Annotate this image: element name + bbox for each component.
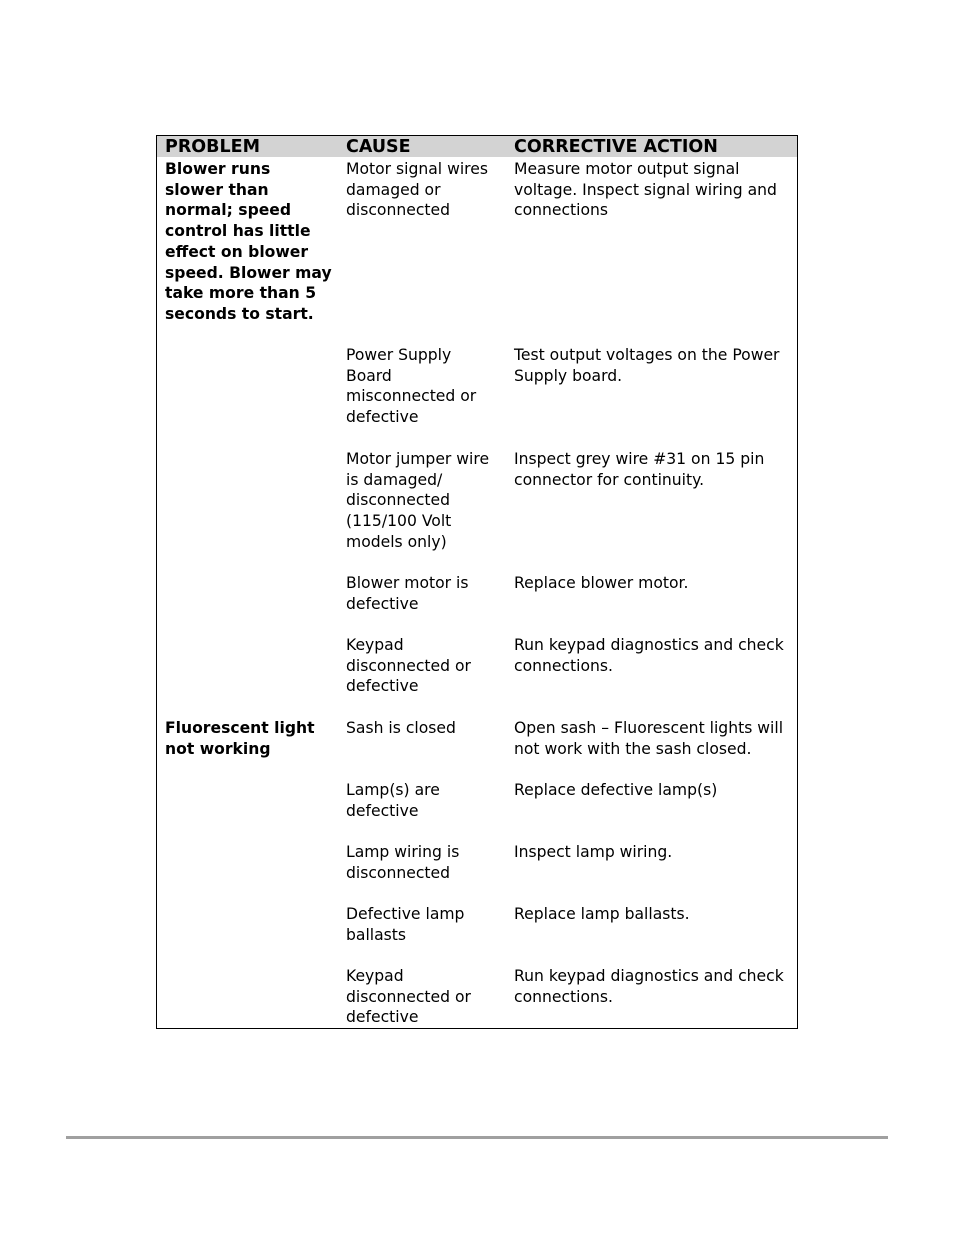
header-problem: PROBLEM (165, 137, 261, 157)
action-cell: Inspect lamp wiring. (514, 843, 673, 861)
cause-cell: Defective lamp ballasts (346, 905, 465, 944)
action-cell: Measure motor output signal voltage. Inspect signal wiring and connections (514, 160, 777, 220)
cause-cell: Motor signal wires damaged or disconnected (346, 160, 488, 220)
table-header-row (157, 136, 797, 157)
action-cell: Inspect grey wire #31 on 15 pin connector for continuity. (514, 450, 765, 489)
action-cell: Run keypad diagnostics and check connections. (514, 967, 784, 1006)
problem-cell: Blower runs slower than normal; speed control has little effect on blower speed. Blower may take more than 5 seconds to start. (165, 160, 332, 323)
cause-cell: Keypad disconnected or defective (346, 636, 471, 696)
troubleshooting-table (156, 135, 798, 1029)
header-cause: CAUSE (346, 137, 411, 157)
cause-cell: Lamp(s) are defective (346, 781, 440, 820)
action-cell: Replace blower motor. (514, 574, 689, 592)
cause-cell: Power Supply Board misconnected or defective (346, 346, 477, 427)
cause-cell: Sash is closed (346, 719, 456, 737)
header-corrective-action: CORRECTIVE ACTION (514, 137, 718, 157)
action-cell: Test output voltages on the Power Supply board. (514, 346, 780, 385)
footer-divider (66, 1136, 888, 1139)
cause-cell: Motor jumper wire is damaged/ disconnected (115/100 Volt models only) (346, 450, 490, 551)
action-cell: Replace defective lamp(s) (514, 781, 718, 799)
cause-cell: Keypad disconnected or defective (346, 967, 471, 1027)
action-cell: Run keypad diagnostics and check connections. (514, 636, 784, 675)
action-cell: Replace lamp ballasts. (514, 905, 690, 923)
action-cell: Open sash – Fluorescent lights will not work with the sash closed. (514, 719, 784, 758)
cause-cell: Blower motor is defective (346, 574, 469, 613)
cause-cell: Lamp wiring is disconnected (346, 843, 460, 882)
problem-cell: Fluorescent light not working (165, 719, 315, 758)
